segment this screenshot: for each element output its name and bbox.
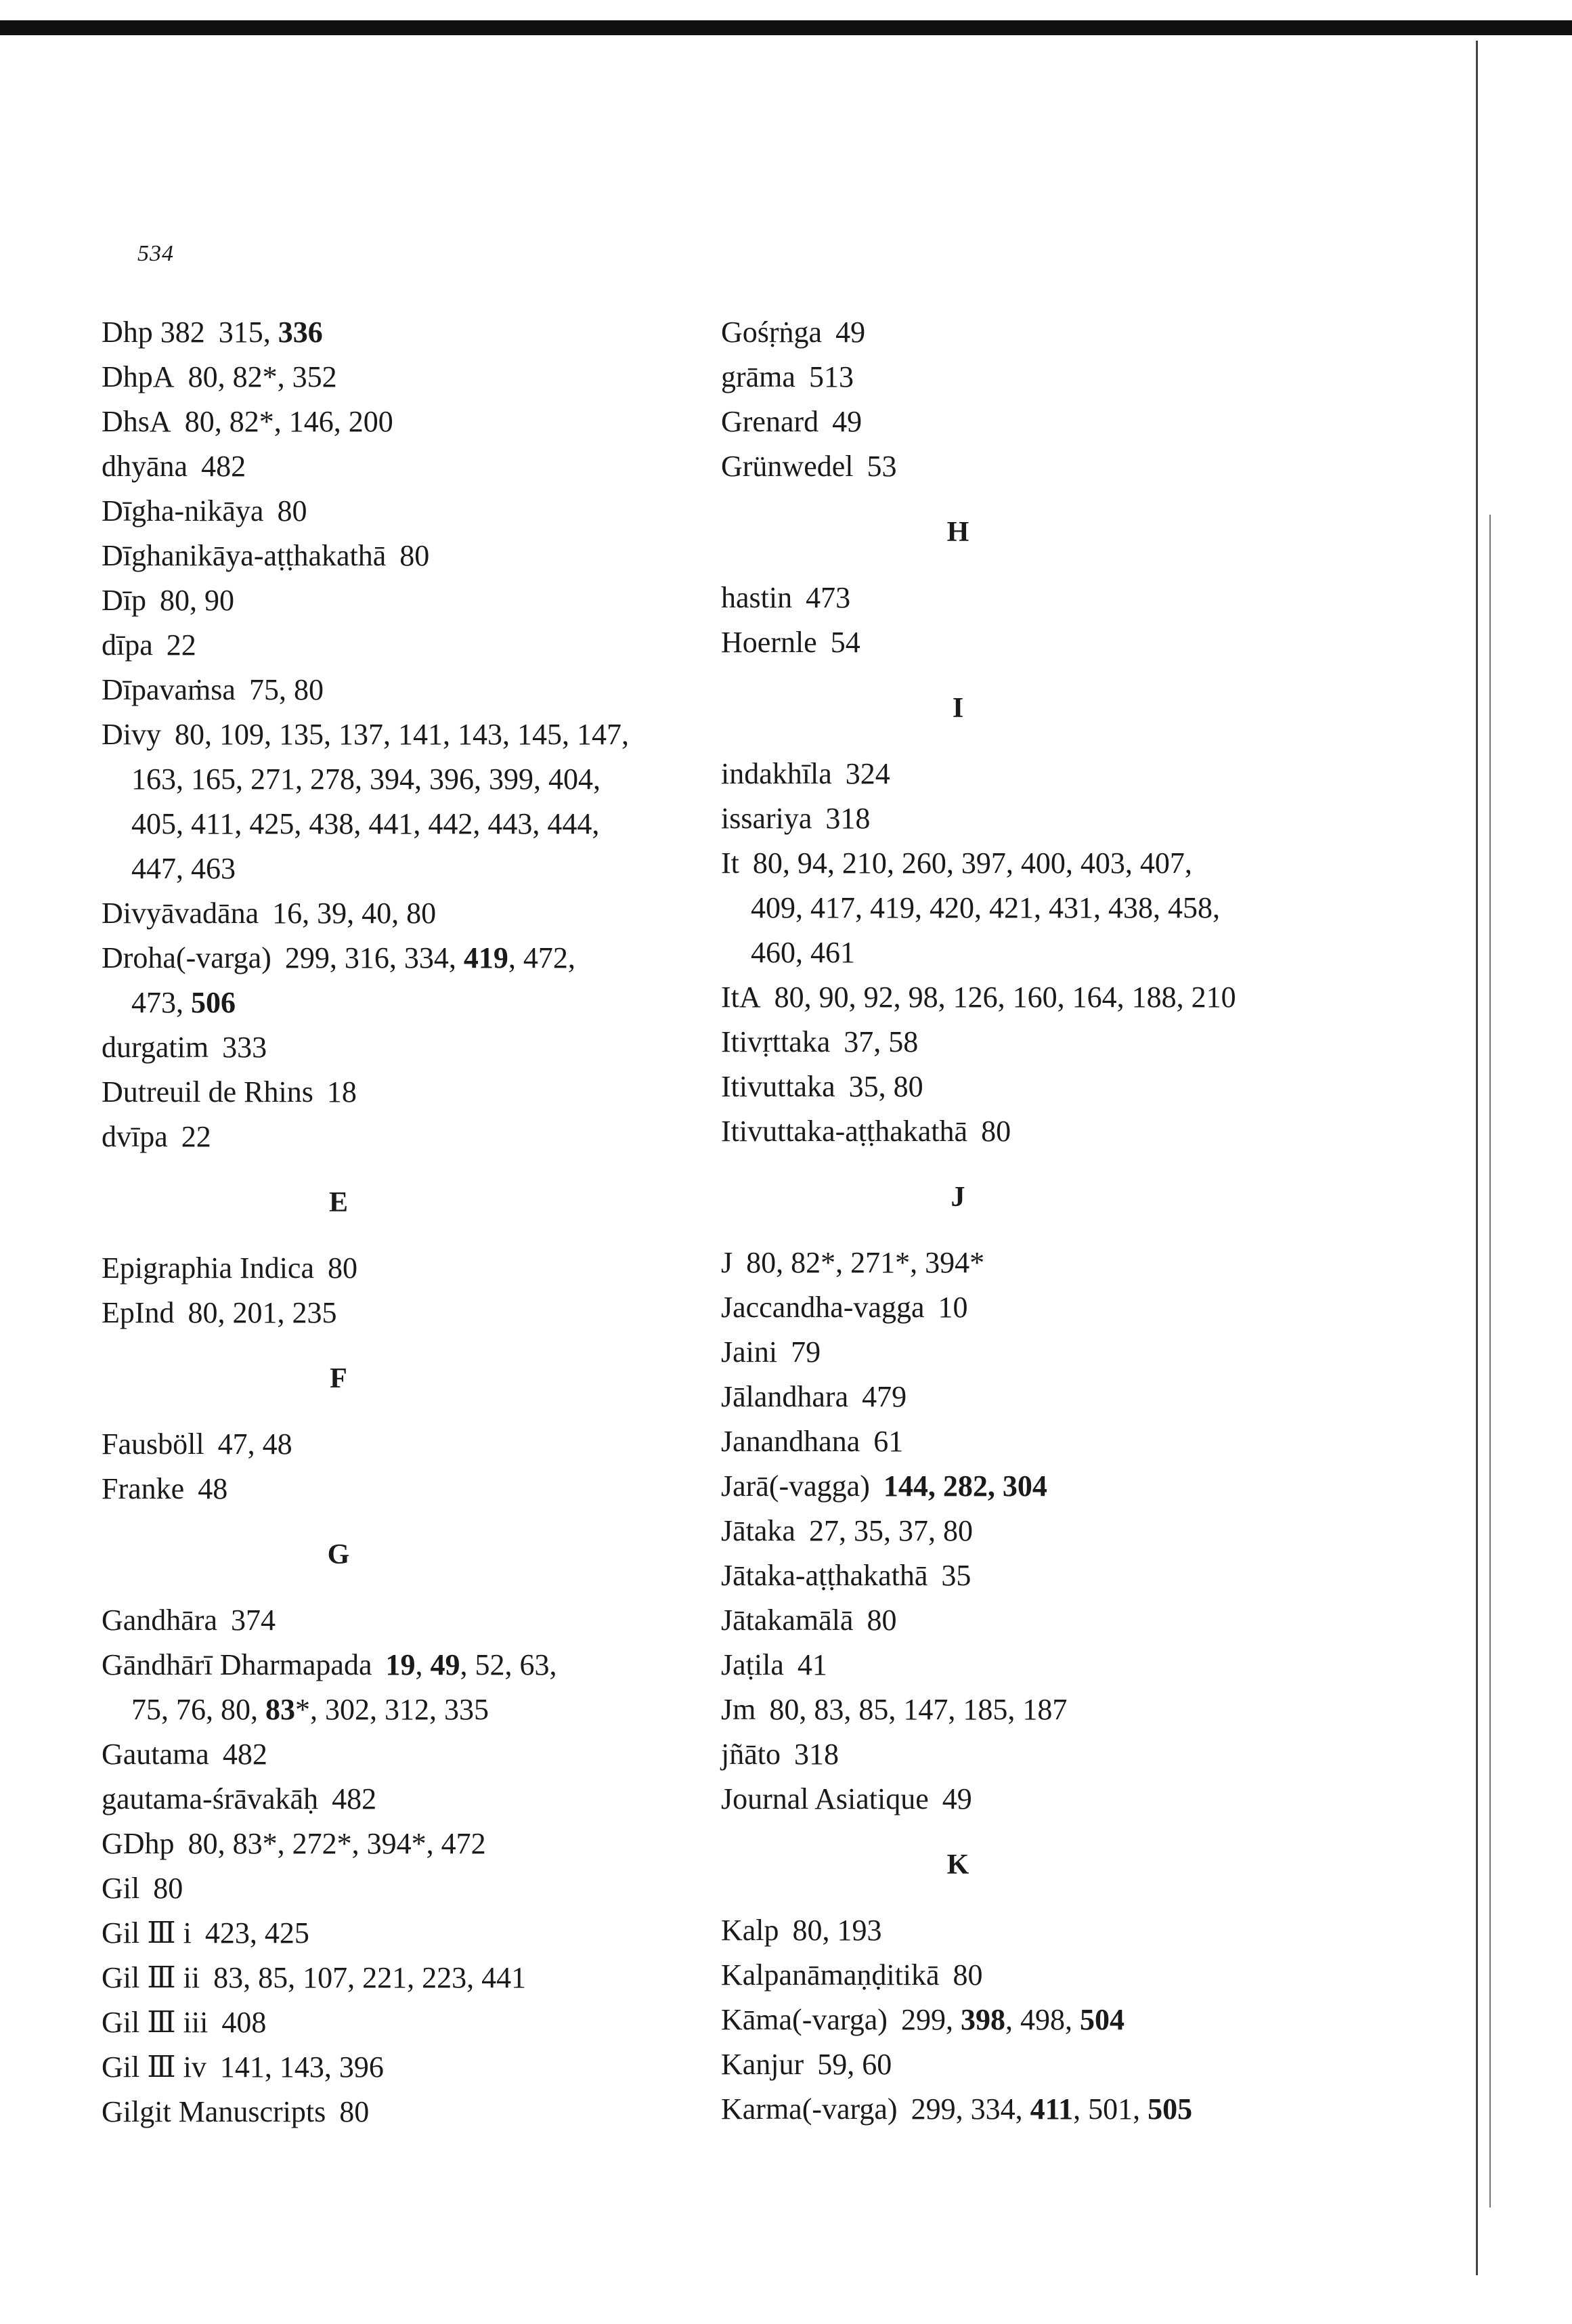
index-entry: Gil Ⅲ ii 83, 85, 107, 221, 223, 441 xyxy=(102,1961,527,1994)
index-entry: ItA 80, 90, 92, 98, 126, 160, 164, 188, 210 xyxy=(721,981,1236,1014)
index-entry: Jaccandha-vagga 10 xyxy=(721,1291,968,1324)
index-entry: Grenard 49 xyxy=(721,405,863,438)
index-entry: Jm 80, 83, 85, 147, 185, 187 xyxy=(721,1693,1068,1726)
index-entry: Karma(-varga) 299, 334, 411, 501, 505 xyxy=(721,2092,1193,2126)
index-entry-continuation: 409, 417, 419, 420, 421, 431, 438, 458, xyxy=(751,891,1220,924)
index-entry: Journal Asiatique 49 xyxy=(721,1782,972,1815)
index-entry: dvīpa 22 xyxy=(102,1120,211,1153)
index-entry: Gilgit Manuscripts 80 xyxy=(102,2095,370,2128)
index-entry: Dīpavaṁsa 75, 80 xyxy=(102,673,324,706)
index-entry: Jarā(-vagga) 144, 282, 304 xyxy=(721,1469,1047,1503)
section-heading-f: F xyxy=(330,1363,347,1394)
index-entry: J 80, 82*, 271*, 394* xyxy=(721,1246,985,1279)
index-entry: Droha(-varga) 299, 316, 334, 419, 472, xyxy=(102,941,575,974)
index-entry: Gil Ⅲ iii 408 xyxy=(102,2006,267,2039)
index-entry: Dhp 382 315, 336 xyxy=(102,316,323,349)
index-entry-continuation: 473, 506 xyxy=(131,986,236,1019)
index-entry: Divy 80, 109, 135, 137, 141, 143, 145, 147, xyxy=(102,718,629,751)
index-entry: Jālandhara 479 xyxy=(721,1380,907,1413)
index-entry: Kāma(-varga) 299, 398, 498, 504 xyxy=(721,2003,1125,2036)
index-entry: GDhp 80, 83*, 272*, 394*, 472 xyxy=(102,1827,486,1860)
index-entry: Itivuttaka-aṭṭhakathā 80 xyxy=(721,1115,1011,1148)
section-heading-h: H xyxy=(946,517,969,548)
index-entry: durgatim 333 xyxy=(102,1031,267,1064)
section-heading-i: I xyxy=(952,693,964,724)
index-entry-continuation: 460, 461 xyxy=(751,936,855,969)
index-entry: Kalp 80, 193 xyxy=(721,1914,882,1947)
index-entry: Jaini 79 xyxy=(721,1335,821,1369)
index-entry: Grünwedel 53 xyxy=(721,450,897,483)
index-entry-continuation: 75, 76, 80, 83*, 302, 312, 335 xyxy=(131,1693,489,1726)
index-entry: Jātakamālā 80 xyxy=(721,1604,897,1637)
index-entry: DhpA 80, 82*, 352 xyxy=(102,360,337,393)
index-entry: Gil 80 xyxy=(102,1872,183,1905)
index-entry: Janandhana 61 xyxy=(721,1425,904,1458)
index-entry: Jātaka 27, 35, 37, 80 xyxy=(721,1514,973,1547)
index-entry: Gandhāra 374 xyxy=(102,1604,276,1637)
index-entry: issariya 318 xyxy=(721,802,871,835)
index-entry: Dīp 80, 90 xyxy=(102,584,234,617)
index-entry: Gośṛṅga 49 xyxy=(721,316,866,349)
index-entry: jñāto 318 xyxy=(721,1738,839,1771)
index-entry: gautama-śrāvakāḥ 482 xyxy=(102,1782,377,1815)
index-entry: DhsA 80, 82*, 146, 200 xyxy=(102,405,393,438)
index-entry: Fausböll 47, 48 xyxy=(102,1427,292,1461)
page-edge-shadow xyxy=(1489,515,1491,2208)
index-entry: It 80, 94, 210, 260, 397, 400, 403, 407, xyxy=(721,846,1192,880)
index-entry: dīpa 22 xyxy=(102,628,196,662)
right-column xyxy=(721,310,1371,2132)
index-entry: Gil Ⅲ iv 141, 143, 396 xyxy=(102,2050,384,2084)
index-entry: Itivṛttaka 37, 58 xyxy=(721,1025,919,1058)
index-entry: Hoernle 54 xyxy=(721,626,860,659)
index-entry: Gāndhārī Dharmapada 19, 49, 52, 63, xyxy=(102,1648,557,1681)
index-entry: Franke 48 xyxy=(102,1472,228,1505)
index-entry: Dīghanikāya-aṭṭhakathā 80 xyxy=(102,539,430,572)
index-entry: EpInd 80, 201, 235 xyxy=(102,1296,337,1329)
index-entry: Dutreuil de Rhins 18 xyxy=(102,1075,357,1109)
section-heading-g: G xyxy=(327,1539,350,1570)
index-entry: indakhīla 324 xyxy=(721,757,890,790)
index-entry: Epigraphia Indica 80 xyxy=(102,1251,357,1285)
index-entry: Itivuttaka 35, 80 xyxy=(721,1070,923,1103)
section-heading-k: K xyxy=(946,1849,969,1880)
index-entry: Jātaka-aṭṭhakathā 35 xyxy=(721,1559,971,1592)
page-number: 534 xyxy=(137,241,174,266)
index-entry: Gautama 482 xyxy=(102,1738,267,1771)
section-heading-j: J xyxy=(951,1182,965,1213)
index-entry: Gil Ⅲ i 423, 425 xyxy=(102,1916,309,1950)
index-entry: grāma 513 xyxy=(721,360,854,393)
section-heading-e: E xyxy=(328,1187,348,1218)
index-entry-continuation: 405, 411, 425, 438, 441, 442, 443, 444, xyxy=(131,807,600,840)
index-entry: Dīgha-nikāya 80 xyxy=(102,494,307,528)
index-entry-continuation: 447, 463 xyxy=(131,852,236,885)
index-entry: Kanjur 59, 60 xyxy=(721,2048,892,2081)
index-entry: Kalpanāmaṇḍitikā 80 xyxy=(721,1958,983,1992)
index-entry-continuation: 163, 165, 271, 278, 394, 396, 399, 404, xyxy=(131,762,601,796)
left-column xyxy=(102,310,751,2134)
page-edge-line xyxy=(1476,41,1478,2275)
index-entry: Jaṭila 41 xyxy=(721,1648,827,1681)
index-entry: Divyāvadāna 16, 39, 40, 80 xyxy=(102,897,437,930)
top-scan-border xyxy=(0,20,1572,35)
index-entry: dhyāna 482 xyxy=(102,450,246,483)
index-entry: hastin 473 xyxy=(721,581,851,614)
